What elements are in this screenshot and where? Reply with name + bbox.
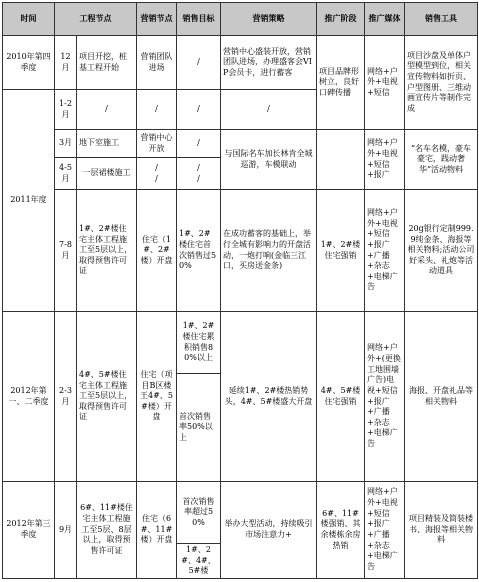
header-marketing-node: 营销节点: [137, 3, 177, 36]
table-row: [3, 130, 478, 158]
media-cell: 网络+户外+(更换工地围墙广告)电视+短信+报广+广播+杂志+电梯广告: [365, 312, 405, 482]
time-cell: 2010年第四季度: [3, 36, 55, 90]
strategy-cell: /: [221, 90, 317, 130]
tools-cell: “名车名模，豪车豪宅，践动奢华”活动物料: [405, 130, 478, 190]
engineering-cell: 6#、11#楼住宅主体工程施工至5层、8层以上，取得预售许可证: [77, 482, 137, 579]
target-text: /: [197, 173, 200, 183]
header-promo-stage: 推广阶段: [317, 3, 365, 36]
target-cell: 1#、2#楼住宅累积销售80%以上: [177, 312, 221, 374]
header-sales-target: 销售目标: [177, 3, 221, 36]
media-cell: 网络+户外+电视+短信+报广+广播+杂志+电梯广告: [365, 482, 405, 579]
header-sales-tools: 销售工具: [405, 3, 478, 36]
marketing-cell: 营销团队进场: [137, 36, 177, 90]
tools-cell: 项目精装及简装楼书、海报等相关物料: [405, 482, 478, 579]
target-cell: /: [177, 130, 221, 158]
month-cell: 7-8月: [55, 190, 77, 312]
marketing-cell: /: [137, 90, 177, 130]
target-cell: 1#、2#、4#、5#楼: [177, 544, 221, 579]
header-time: 时间: [3, 3, 55, 36]
target-cell: 1#、2#楼住宅首次销售过50%: [177, 190, 221, 312]
header-strategy: 营销策略: [221, 3, 317, 36]
engineering-cell: 项目开挖，桩基工程开始: [77, 36, 137, 90]
strategy-cell: 延续1#、2#楼热销势头，4#、5#楼盛大开盘: [221, 312, 317, 482]
table-row: [3, 482, 478, 544]
marketing-cell: [137, 158, 177, 190]
month-cell: 1-2月: [55, 90, 77, 130]
header-row: [3, 3, 478, 36]
tools-cell: 项目沙盘及单体户型模型到位，相关宣传物料如折页、户型图册、三维动画宣传片等制作完成: [405, 36, 478, 130]
strategy-cell: 在成功蓄客的基础上，举行全城有影响力的开盘活动，一炮打响(金临三江口，买房送金条): [221, 190, 317, 312]
strategy-cell: 与国际名车加长林肯全城巡游，车模联动: [221, 130, 317, 190]
tools-cell: 海报、开盘礼品等相关物料: [405, 312, 478, 482]
stage-cell: 1#、2#楼住宅强销: [317, 190, 365, 312]
time-cell: 2012年第一、二季度: [3, 312, 55, 482]
stage-cell: [317, 130, 365, 190]
month-cell: 12月: [55, 36, 77, 90]
target-cell: 首次销售率超过50%: [177, 482, 221, 544]
target-text: /: [197, 162, 200, 172]
header-promo-media: 推广媒体: [365, 3, 405, 36]
marketing-cell: 住宅（1#、2#楼）开盘: [137, 190, 177, 312]
marketing-text: /: [155, 162, 158, 172]
media-cell: 网络+户外+电视+短信+报广: [365, 130, 405, 190]
marketing-cell: 住宅（6#、11#楼）开盘: [137, 482, 177, 579]
month-cell: 2-3月: [55, 312, 77, 482]
marketing-cell: 营销中心开放: [137, 130, 177, 158]
engineering-cell: 4#、5#楼住宅主体工程施工至5层以上，取得预售许可证: [77, 312, 137, 482]
media-cell: 网络+户外+电视+短信+报广+广播+杂志+电梯广告: [365, 190, 405, 312]
table-row: [3, 190, 478, 312]
media-cell: 网络+户外+电视+短信: [365, 36, 405, 130]
month-cell: 3月: [55, 130, 77, 158]
marketing-cell: 住宅（项目B区楼王4#、5#楼）开盘: [137, 312, 177, 482]
time-cell: 2012年第三季度: [3, 482, 55, 579]
engineering-cell: 一层裙楼施工: [77, 158, 137, 190]
tools-cell: 20g银行定制999.9纯金条、海报等相关物料;活动公司好采头、礼炮等活动道具: [405, 190, 478, 312]
target-cell: /: [177, 90, 221, 130]
strategy-cell: 举办大型活动，持续吸引市场注意力+: [221, 482, 317, 579]
table-row: [3, 36, 478, 90]
table-row: [3, 312, 478, 374]
month-cell: 9月: [55, 482, 77, 579]
time-cell: 2011年度: [3, 90, 55, 312]
strategy-cell: 营销中心盛装开放，营销团队进场，办理盛客会VIP会员卡，进行蓄客: [221, 36, 317, 90]
target-cell: [177, 158, 221, 190]
engineering-cell: /: [77, 90, 137, 130]
target-cell: 首次销售率50%以上: [177, 374, 221, 482]
month-cell: 4-5月: [55, 158, 77, 190]
engineering-cell: 1#、2#楼住宅主体工程施工至5层以上，取得预售许可证: [77, 190, 137, 312]
stage-cell: 4#、5#楼住宅强销: [317, 312, 365, 482]
stage-cell: 项目品牌形树立，良好口碑传播: [317, 36, 365, 130]
target-cell: /: [177, 36, 221, 90]
engineering-cell: 地下室施工: [77, 130, 137, 158]
marketing-text: /: [155, 173, 158, 183]
stage-cell: 6#、11#楼强销、其余楼栋余房热销: [317, 482, 365, 579]
header-engineering: 工程节点: [55, 3, 137, 36]
marketing-plan-table: [2, 2, 478, 579]
